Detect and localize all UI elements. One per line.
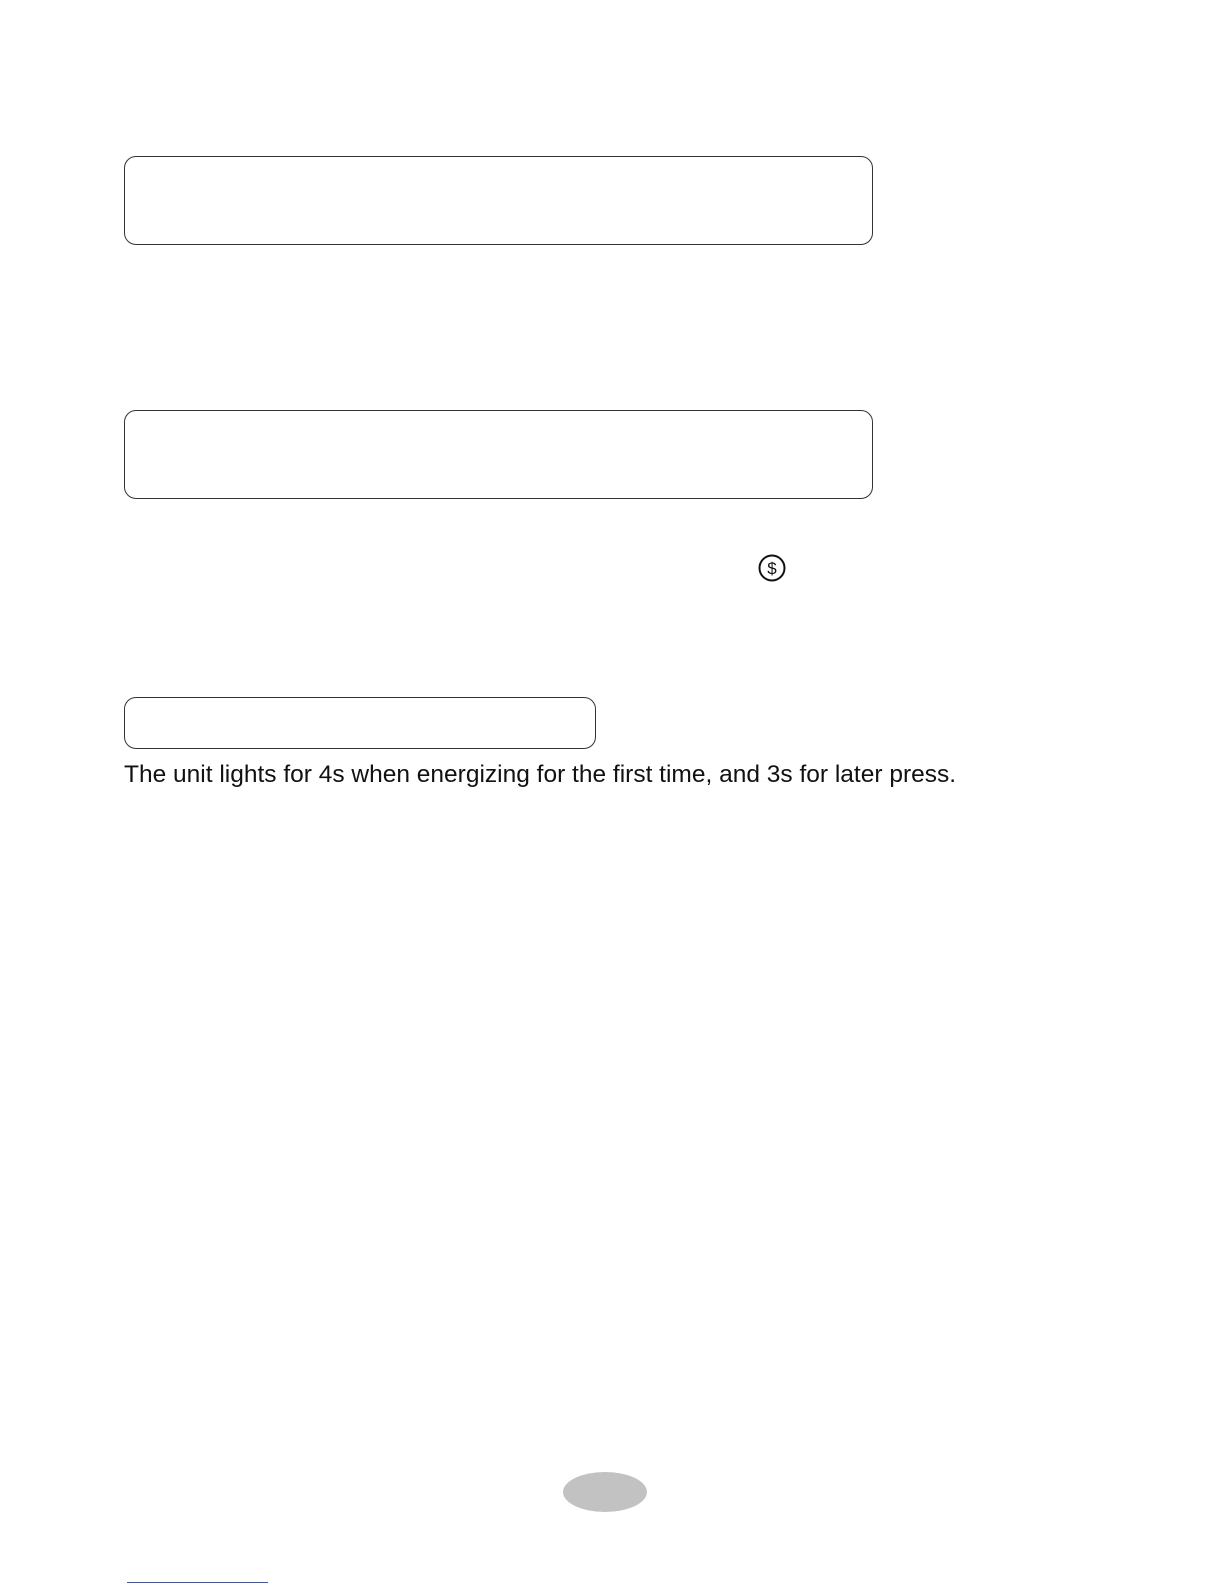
header-box-1 <box>124 156 873 245</box>
body-text: The unit lights for 4s when energizing for the first time, and 3s for later press. <box>124 761 957 788</box>
page-number-badge <box>563 1472 647 1512</box>
header-box-3 <box>124 697 596 749</box>
footer-link-rule <box>127 1582 268 1583</box>
header-box-2 <box>124 410 873 499</box>
svg-text:$: $ <box>767 559 777 578</box>
dollar-circle-icon <box>757 553 787 583</box>
